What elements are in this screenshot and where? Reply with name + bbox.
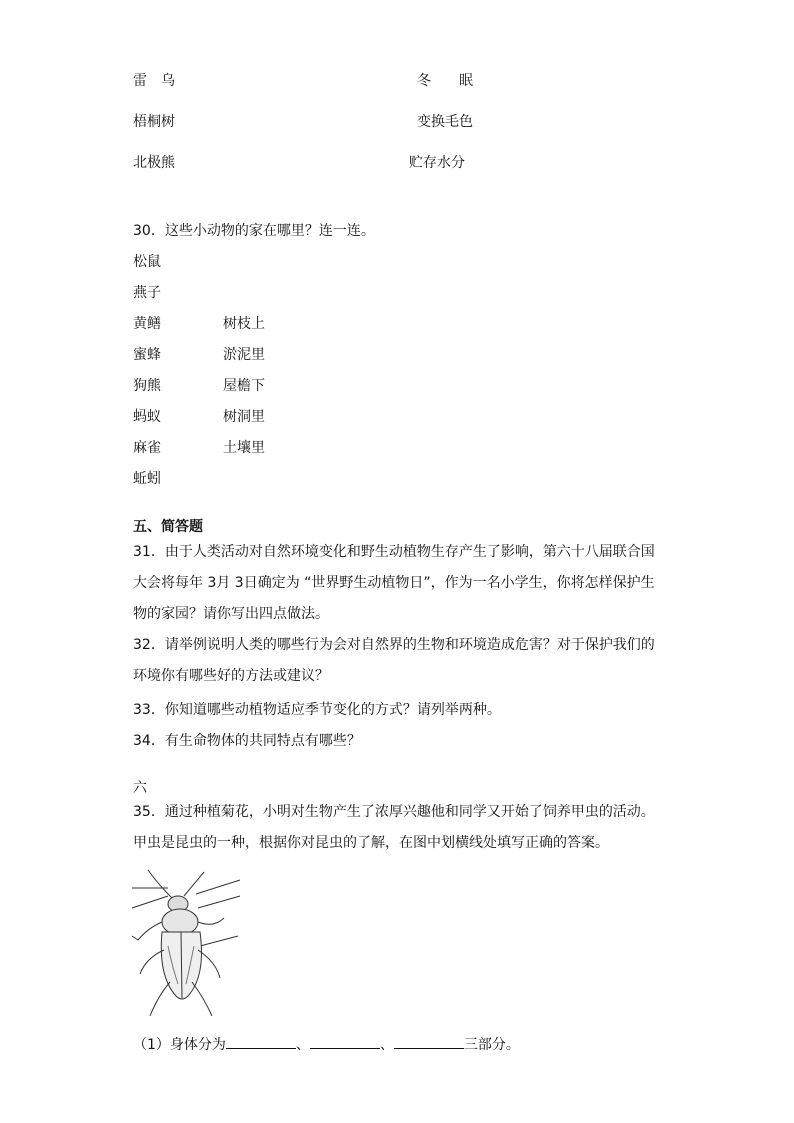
label-line [200,936,238,946]
q30-animal-6: 蚂蚁 [133,409,161,425]
match-left-1: 雷 乌 [133,73,175,89]
section-6-title: 六 [133,780,147,796]
answer-blank-3[interactable] [394,1034,464,1049]
match-left-3: 北极熊 [133,155,175,171]
section-5-title: 五、简答题 [133,519,203,535]
match-right-3: 贮存水分 [409,155,465,171]
q30-home-1: 树枝上 [223,316,265,332]
q30-animal-8: 蚯蚓 [133,471,161,487]
q30-animal-1: 松鼠 [133,254,161,270]
q30-text: 30．这些小动物的家在哪里？连一连。 [133,223,375,239]
q30-home-4: 树洞里 [223,409,265,425]
answer-blank-1[interactable] [226,1034,296,1049]
q30-home-3: 屋檐下 [223,378,265,394]
match-right-1: 冬 眠 [417,73,473,89]
q33-text: 33．你知道哪些动植物适应季节变化的方式？请列举两种。 [133,702,501,718]
q35-text: 35．通过种植菊花，小明对生物产生了浓厚兴趣他和同学又开始了饲养甲虫的活动。甲虫是昆虫的一种，根据你对昆虫的了解，在图中划横线处填写正确的答案。 [133,804,655,851]
match-left-2: 梧桐树 [133,114,175,130]
q30-home-2: 淤泥里 [223,347,265,363]
label-line [196,880,240,894]
q31-text: 31．由于人类活动对自然环境变化和野生动植物生存产生了影响，第六十八届联合国大会将每年 3月 3日确定为 “世界野生动植物日”，作为一名小学生，你将怎样保护生物的家园？请你写出四点做法。 [133,544,655,622]
q35-sub1-suffix: 三部分。 [463,1037,520,1053]
label-line [198,896,240,908]
blank-separator: 、 [295,1037,310,1053]
q34-text: 34．有生命物体的共同特点有哪些？ [133,733,361,749]
q35-sub1 [133,1034,520,1054]
beetle-diagram [128,866,244,1022]
q32-text: 32．请举例说明人类的哪些行为会对自然界的生物和环境造成危害？对于保护我们的环境你有哪些好的方法或建议？ [133,637,655,684]
match-right-2: 变换毛色 [417,114,473,130]
label-line [132,896,168,908]
q30-animal-2: 燕子 [133,285,161,301]
q30-animal-7: 麻雀 [133,440,161,456]
q30-animal-5: 狗熊 [133,378,161,394]
q30-animal-3: 黄鳝 [133,316,161,332]
q35-sub1-prefix: （1）身体分为 [133,1037,226,1053]
q30-animal-4: 蜜蜂 [133,347,161,363]
q30-home-5: 土壤里 [223,440,265,456]
blank-separator: 、 [379,1037,394,1053]
answer-blank-2[interactable] [310,1034,380,1049]
